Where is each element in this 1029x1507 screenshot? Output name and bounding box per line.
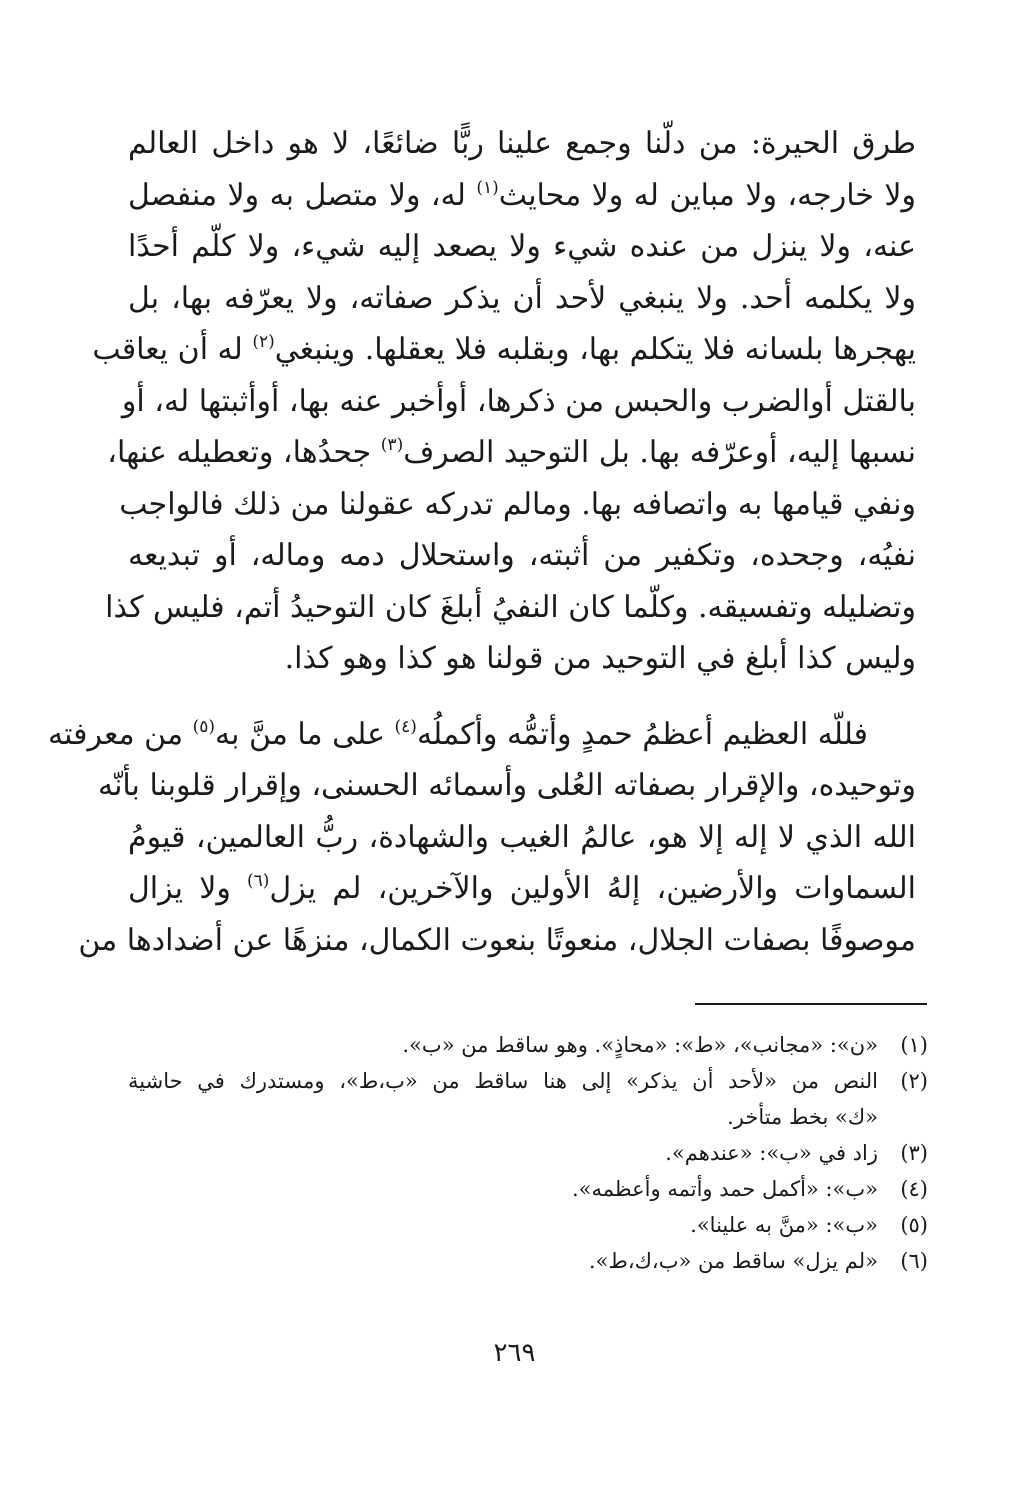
text-run: نفيُه، وجحده، وتكفير من أثبته، واستحلال دمه وماله، أو تبديعه bbox=[128, 538, 916, 573]
text-run: ولا يكلمه أحد. ولا ينبغي لأحد أن يذكر صفاته، ولا يعرّفه بها، بل bbox=[128, 280, 916, 316]
footnote-text bbox=[128, 1027, 878, 1063]
footnote-line: «ك» بخط متأخر. bbox=[727, 1105, 878, 1129]
footnote-2 bbox=[128, 1063, 928, 1135]
text-line bbox=[128, 633, 916, 685]
footnote-number: (٢) bbox=[900, 1069, 928, 1093]
text-line bbox=[128, 118, 916, 170]
main-text bbox=[48, 118, 916, 966]
footnote-ref-1[interactable]: (١) bbox=[476, 177, 499, 198]
text-line bbox=[128, 812, 916, 864]
text-line bbox=[92, 324, 916, 376]
footnote-text bbox=[128, 1171, 878, 1207]
text-run: موصوفًا بصفات الجلال، منعوتًا بنعوت الكمال، منزهًا عن أضدادها من bbox=[78, 922, 916, 958]
text-run: بالقتل أوالضرب والحبس من ذكرها، أوأخبر عنه بها، أوأثبتها له، أو bbox=[121, 383, 916, 419]
footnote-text bbox=[128, 1243, 878, 1279]
text-line bbox=[128, 530, 916, 582]
footnote-separator bbox=[695, 1003, 927, 1005]
text-run: وتضليله وتفسيقه. وكلّما كان النفيُ أبلغَ كان التوحيدُ أتم، فليس كذا bbox=[105, 589, 916, 625]
text-run: فللّه العظيم أعظمُ حمدٍ وأتمُّه وأكملُه bbox=[416, 716, 868, 752]
footnote-line: زاد في «ب»: «عندهم». bbox=[665, 1141, 878, 1165]
text-run: عنه، ولا ينزل من عنده شيء ولا يصعد إليه شيء، ولا كلّم أحدًا bbox=[128, 229, 916, 264]
footnote-ref-4[interactable]: (٤) bbox=[394, 716, 417, 737]
text-line bbox=[128, 221, 916, 273]
text-run: السماوات والأرضين، إلهُ الأولين والآخرين، لم يزل bbox=[269, 871, 916, 906]
footnotes bbox=[128, 1027, 928, 1279]
footnote-ref-6[interactable]: (٦) bbox=[247, 871, 270, 891]
footnote-ref-5[interactable]: (٥) bbox=[192, 716, 215, 737]
footnote-line: «ب»: «أكمل حمد وأتمه وأعظمه». bbox=[572, 1177, 878, 1201]
footnote-text bbox=[128, 1135, 878, 1171]
footnote-number: (٥) bbox=[900, 1213, 928, 1237]
text-run: من معرفته bbox=[48, 716, 193, 752]
text-run: ونفي قيامها به واتصافه بها. ومالم تدركه عقولنا من ذلك فالواجب bbox=[119, 486, 916, 522]
text-run: وليس كذا أبلغ في التوحيد من قولنا هو كذا وهو كذا. bbox=[284, 641, 916, 676]
text-run: ولا خارجه، ولا مباين له ولا محايث bbox=[498, 177, 916, 213]
footnote-number: (٣) bbox=[900, 1141, 928, 1165]
text-run: طرق الحيرة: من دلّنا وجمع علينا ربًّا ضائعًا، لا هو داخل العالم bbox=[128, 126, 916, 161]
text-run: وتوحيده، والإقرار بصفاته العُلى وأسمائه الحسنى، وإقرار قلوبنا بأنّه bbox=[97, 768, 916, 803]
text-run: نسبها إليه، أوعرّفه بها. بل التوحيد الصرف bbox=[403, 435, 916, 470]
text-line bbox=[128, 863, 916, 915]
footnote-number: (٦) bbox=[900, 1249, 928, 1273]
footnote-line: «ب»: «منَّ به علينا». bbox=[690, 1213, 878, 1237]
footnote-number: (١) bbox=[900, 1033, 928, 1057]
footnote-number: (٤) bbox=[900, 1177, 928, 1201]
text-line bbox=[128, 170, 916, 222]
footnote-text bbox=[128, 1207, 878, 1243]
text-run: يهجرها بلسانه فلا يتكلم بها، وبقلبه فلا يعقلها. وينبغي bbox=[274, 332, 916, 367]
text-run: له، ولا متصل به ولا منفصل bbox=[128, 177, 477, 213]
text-line bbox=[119, 479, 916, 531]
footnote-line: «لم يزل» ساقط من «ب،ك،ط». bbox=[588, 1249, 878, 1273]
text-run: على ما منَّ به bbox=[214, 716, 395, 752]
text-line bbox=[121, 376, 916, 428]
text-line bbox=[97, 760, 916, 812]
footnote-5 bbox=[128, 1207, 928, 1243]
page-number: ٢٦٩ bbox=[493, 1338, 536, 1368]
footnote-4 bbox=[128, 1171, 928, 1207]
footnote-text bbox=[128, 1063, 878, 1135]
paragraph-2 bbox=[48, 709, 916, 967]
text-run: الله الذي لا إله إلا هو، عالمُ الغيب والشهادة، ربُّ العالمين، قيومُ bbox=[128, 819, 916, 855]
text-line bbox=[128, 273, 916, 325]
text-line bbox=[107, 427, 916, 479]
text-run: ولا يزال bbox=[128, 871, 247, 906]
footnote-ref-3[interactable]: (٣) bbox=[380, 435, 404, 455]
text-line bbox=[78, 915, 916, 967]
footnote-ref-2[interactable]: (٢) bbox=[252, 332, 275, 352]
footnote-1 bbox=[128, 1027, 928, 1063]
text-line bbox=[105, 582, 916, 634]
footnote-3 bbox=[128, 1135, 928, 1171]
footnote-line: «ن»: «مجانب»، «ط»: «محاذٍ». وهو ساقط من «ب». bbox=[402, 1033, 878, 1057]
text-run: جحدُها، وتعطيله عنها، bbox=[107, 435, 381, 470]
footnote-line: النص من «لأحد أن يذكر» إلى هنا ساقط من «ب،ط»، ومستدرك في حاشية bbox=[128, 1069, 878, 1093]
paragraph-1 bbox=[92, 118, 916, 685]
footnote-6 bbox=[128, 1243, 928, 1279]
text-run: له أن يعاقب bbox=[92, 332, 253, 367]
text-line bbox=[48, 709, 916, 761]
